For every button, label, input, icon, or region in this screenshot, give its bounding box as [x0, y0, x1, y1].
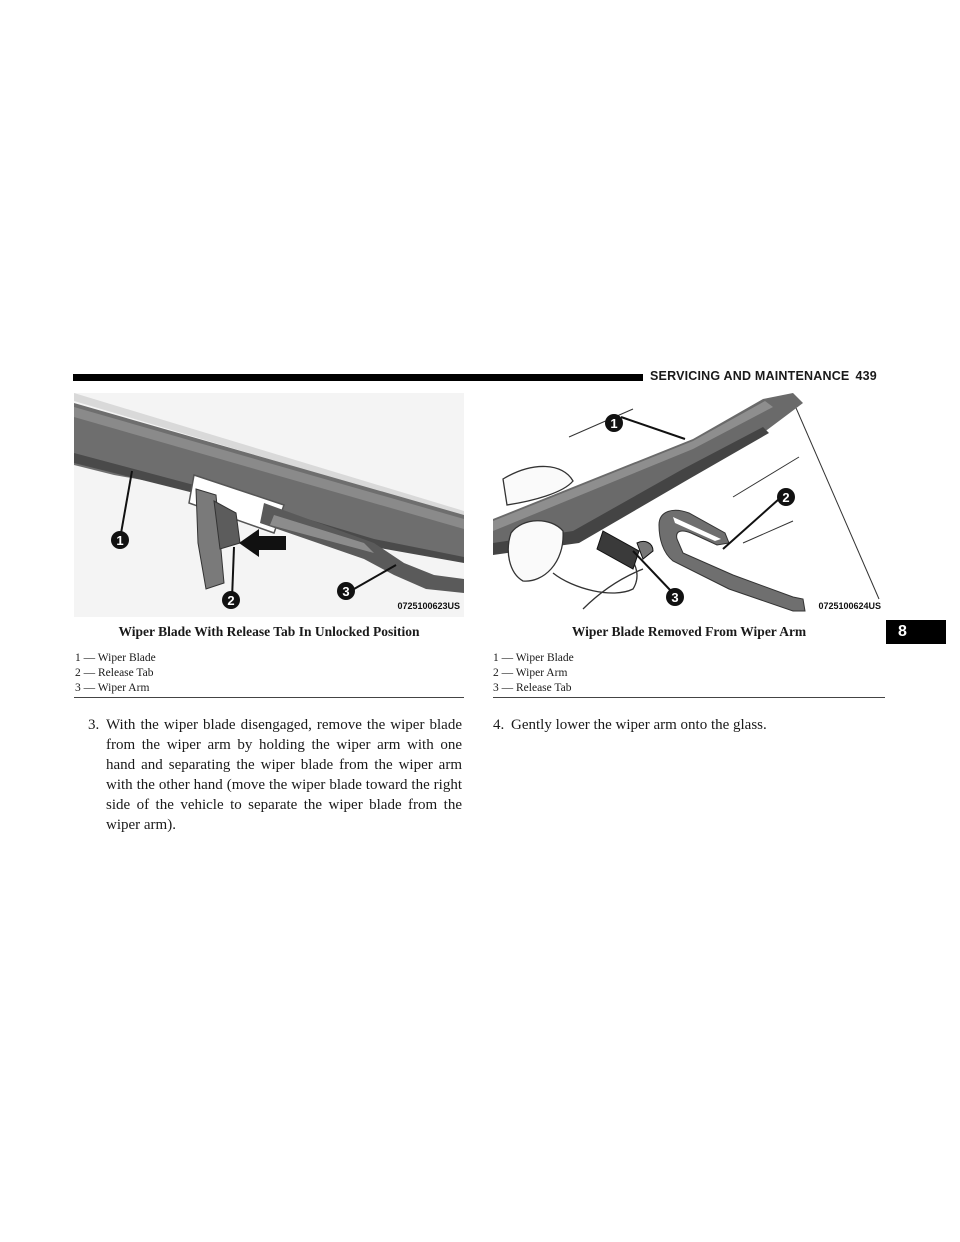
- step-3: [88, 715, 462, 835]
- wiper-blade-unlocked-illustration: [74, 393, 464, 617]
- callout-2: [222, 591, 240, 609]
- svg-text:2: 2: [227, 593, 235, 608]
- section-title: SERVICING AND MAINTENANCE: [650, 369, 850, 383]
- figure-legend: [493, 651, 574, 696]
- wiper-blade-removed-illustration: [493, 393, 885, 617]
- callout-1: [605, 414, 623, 432]
- figure-caption: Wiper Blade Removed From Wiper Arm: [571, 624, 807, 639]
- legend-divider: [493, 697, 885, 698]
- svg-text:1: 1: [116, 533, 124, 548]
- callout-3: [337, 582, 355, 600]
- legend-item: 1 — Wiper Blade: [493, 652, 574, 664]
- page-number: 439: [855, 369, 877, 383]
- step-number: 4.: [493, 717, 505, 733]
- legend-item: 3 — Release Tab: [493, 682, 572, 694]
- legend-item: 2 — Wiper Arm: [493, 667, 568, 679]
- legend-item: 1 — Wiper Blade: [75, 652, 156, 664]
- header-rule: [73, 374, 643, 381]
- step-text: Gently lower the wiper arm onto the glass.: [511, 717, 767, 733]
- figure-wiper-blade-removed: [493, 393, 885, 617]
- image-code: 0725100624US: [818, 601, 881, 611]
- figure-caption: Wiper Blade With Release Tab In Unlocked Position: [118, 624, 420, 639]
- legend-divider: [74, 697, 464, 698]
- legend-item: 3 — Wiper Arm: [75, 682, 150, 694]
- callout-2: [777, 488, 795, 506]
- figure-wiper-blade-unlocked: [74, 393, 464, 617]
- callout-3: [666, 588, 684, 606]
- svg-text:3: 3: [342, 584, 350, 599]
- step-number: 3.: [88, 717, 100, 733]
- step-4: [493, 715, 873, 735]
- running-header: [650, 369, 890, 385]
- callout-1: [111, 531, 129, 549]
- chapter-tab: 8: [886, 620, 946, 644]
- svg-text:2: 2: [782, 490, 790, 505]
- legend-item: 2 — Release Tab: [75, 667, 154, 679]
- image-code: 0725100623US: [397, 601, 460, 611]
- figure-legend: [75, 651, 156, 696]
- svg-text:3: 3: [671, 590, 679, 605]
- step-text: With the wiper blade disengaged, remove the wiper blade from the wiper arm by holding the wiper arm with one hand and separating the wiper blade from the wiper arm with the other hand (move the wiper blade toward the right side of the vehicle to separate the wiper blade from the wiper arm).: [106, 717, 462, 833]
- svg-text:1: 1: [610, 416, 618, 431]
